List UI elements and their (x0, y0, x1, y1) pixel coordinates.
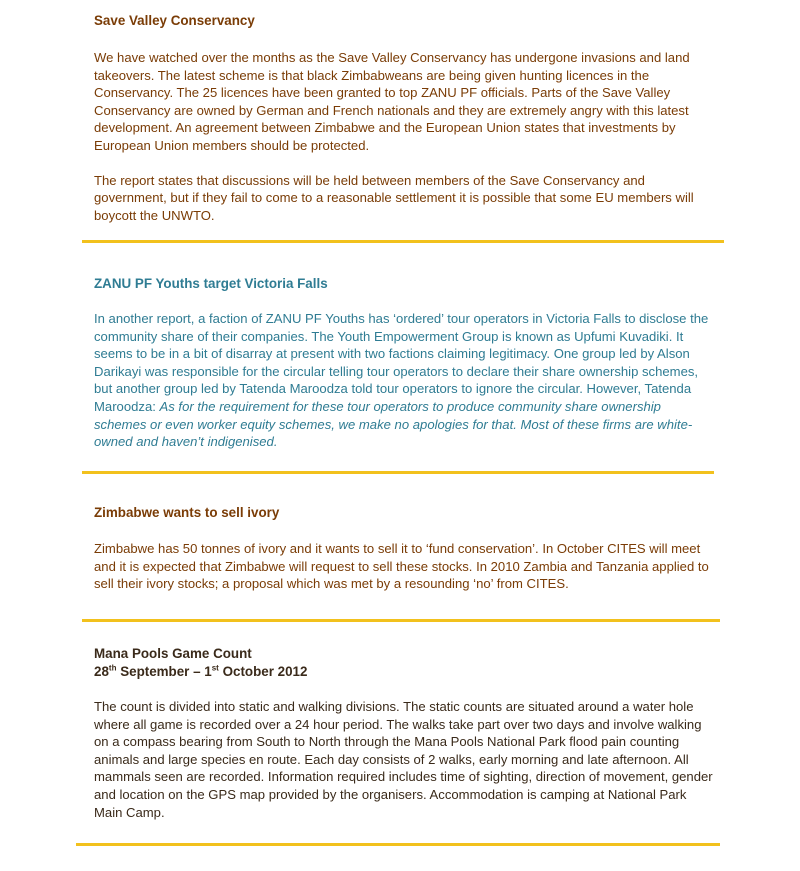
paragraph: The report states that discussions will be held between members of the Save Conservancy and government, but if they fail to come to a reasonable settlement it is possible that some EU members will boycott the UNWTO. (94, 172, 694, 223)
section-divider (82, 471, 714, 474)
section-divider (82, 619, 720, 622)
section-zanu-youths (94, 275, 716, 451)
paragraph: The count is divided into static and walking divisions. The static counts are situated around a water hole where all game is recorded over a 24 hour period. The walks take part over two days and involve walking on a compass bearing from South to North through the Mana Pools National Park flood pain counting animals and large species en route. Each day consists of 2 walks, early morning and late afternoon. All mammals seen are recorded. Information required includes time of sighting, direction of movement, gender and location on the GPS map provided by the organisers. Accommodation is camping at National Park Main Camp. (94, 699, 713, 820)
date-suffix: th (108, 663, 117, 673)
section-title: Mana Pools Game Count (94, 646, 252, 661)
section-save-valley (94, 12, 716, 224)
paragraph: Zimbabwe has 50 tonnes of ivory and it wants to sell it to ‘fund conservation’. In October CITES will meet and it is expected that Zimbabwe will request to sell these stocks. In 2010 Zambia and Tanzania applied to sell their ivory stocks; a proposal which was met by a resounding ‘no’ from CITES. (94, 541, 709, 592)
date-suffix: st (211, 663, 219, 673)
section-divider (76, 843, 720, 846)
date-day-start: 28 (94, 664, 109, 679)
paragraph-text: In another report, a faction of ZANU PF Youths has ‘ordered’ tour operators in Victoria Falls to disclose the community share of their companies. The Youth Empowerment Group is known as Upfumi Kuvadiki. It seems to be in a bit of disarray at present with two factions claiming legitimacy. One group led by Alson Darikayi was responsible for the circular telling tour operators to declare their share ownership schemes, but another group led by Tatenda Maroodza told tour operators to ignore the circular. However, Tatenda Maroodza: (94, 311, 709, 414)
event-date (94, 663, 716, 681)
section-title: ZANU PF Youths target Victoria Falls (94, 276, 328, 291)
section-ivory (94, 504, 716, 593)
section-divider (82, 240, 724, 243)
date-end: October 2012 (218, 664, 308, 679)
quote-text: As for the requirement for these tour operators to produce community share ownership schemes or even worker equity schemes, we make no apologies for that. Most of these firms are white-owned and haven’t indigenised. (94, 398, 693, 450)
paragraph: We have watched over the months as the Save Valley Conservancy has undergone invasions and land takeovers. The latest scheme is that black Zimbabweans are being given hunting licences in the Conservancy. The 25 licences have been granted to top ZANU PF officials. Parts of the Save Valley Conservancy are owned by German and French nationals and they are extremely angry with this latest development. An agreement between Zimbabwe and the European Union states that investments by European Union members should be protected. (94, 50, 690, 153)
date-middle: September – 1 (116, 664, 212, 679)
section-mana-pools (94, 645, 716, 821)
section-title: Save Valley Conservancy (94, 13, 255, 28)
paragraph (94, 310, 716, 451)
section-title: Zimbabwe wants to sell ivory (94, 505, 280, 520)
